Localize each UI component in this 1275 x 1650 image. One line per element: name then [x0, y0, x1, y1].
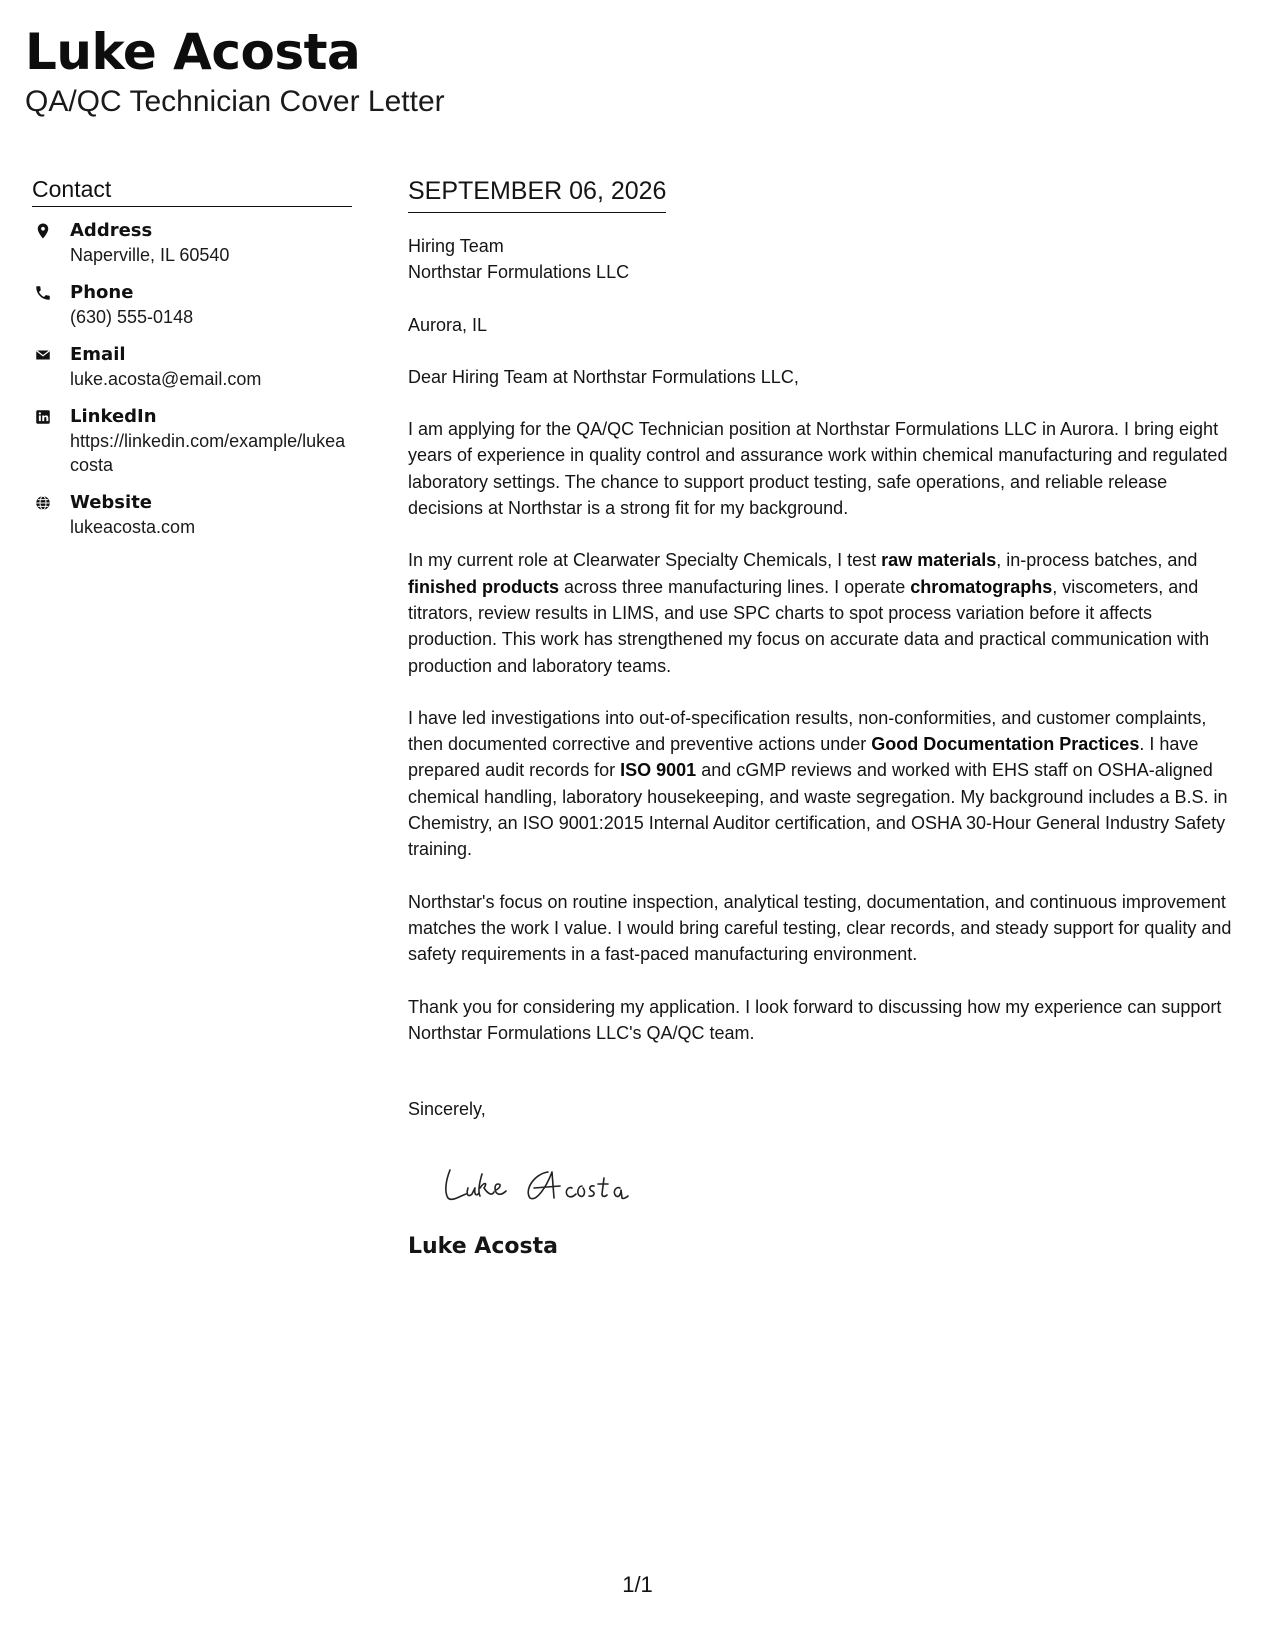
paragraph-text: I am applying for the QA/QC Technician position at Northstar Formulations LLC in Aurora. I bring eight years of experience in quality control and assurance work within chemical manufacturing and regulated laboratory settings. The chance to support product testing, safe operations, and reliable release decisions at Northstar is a strong fit for my background. [408, 419, 1228, 519]
contact-heading: Contact [32, 174, 352, 207]
location-pin-icon [32, 220, 54, 242]
salutation: Dear Hiring Team at Northstar Formulations LLC, [408, 366, 799, 387]
letter-paragraph [408, 994, 1243, 1047]
emphasized-text: chromatographs [910, 576, 1053, 597]
paragraph-text: I have led investigations into out-of-specification results, non-conformities, and customer complaints, then documented corrective and preventive actions under [408, 707, 1207, 755]
phone-value[interactable]: (630) 555-0148 [70, 307, 194, 327]
closing: Sincerely, [408, 1099, 486, 1120]
document-subtitle: QA/QC Technician Cover Letter [25, 85, 445, 118]
contact-item-website [32, 491, 352, 539]
letter-body [408, 174, 1243, 1261]
contact-label: Address [70, 220, 153, 241]
signed-name: Luke Acosta [408, 1234, 558, 1260]
letter-paragraphs [408, 416, 1243, 1046]
address-value: Naperville, IL 60540 [70, 245, 230, 265]
envelope-icon [32, 344, 54, 366]
letter-paragraph [408, 705, 1243, 863]
letter-date: SEPTEMBER 06, 2026 [408, 174, 666, 213]
letter-paragraph [408, 889, 1243, 968]
globe-icon [32, 492, 54, 514]
header [25, 20, 445, 120]
recipient-line-1: Hiring Team [408, 236, 504, 256]
phone-icon [32, 282, 54, 304]
contact-item-address [32, 219, 352, 267]
contact-label: Phone [70, 282, 134, 303]
emphasized-text: finished products [408, 576, 560, 597]
contact-item-email [32, 343, 352, 391]
emphasized-text: raw materials [881, 550, 997, 571]
emphasized-text: Good Documentation Practices [871, 734, 1140, 755]
contact-label: Website [70, 492, 153, 513]
linkedin-link[interactable]: https://linkedin.com/example/lukeacosta [70, 431, 346, 475]
page-indicator: 1/1 [622, 1572, 653, 1597]
linkedin-icon [32, 406, 54, 428]
applicant-name: Luke Acosta [25, 23, 361, 81]
recipient-company: Northstar Formulations LLC [408, 262, 630, 283]
paragraph-text: Thank you for considering my application. I look forward to discussing how my experience can support Northstar Formulations LLC's QA/QC team. [408, 996, 1222, 1043]
paragraph-text: across three manufacturing lines. I operate [559, 576, 911, 597]
contact-item-linkedin [32, 405, 352, 477]
contact-sidebar [32, 174, 352, 553]
emphasized-text: ISO 9001 [620, 760, 697, 781]
contact-item-phone [32, 281, 352, 329]
recipient-location: Aurora, IL [408, 314, 488, 335]
signature-image [438, 1150, 1243, 1212]
paragraph-text: and cGMP reviews and worked with EHS staff on OSHA-aligned chemical handling, laboratory housekeeping, and waste segregation. My background includes a B.S. in Chemistry, an ISO 9001:2015 Internal Auditor certification, and OSHA 30-Hour General Industry Safety training. [408, 760, 1228, 860]
paragraph-text: In my current role at Clearwater Specialty Chemicals, I test [408, 550, 882, 571]
email-value[interactable]: luke.acosta@email.com [70, 369, 262, 389]
contact-label: LinkedIn [70, 406, 157, 427]
letter-paragraph [408, 547, 1243, 678]
paragraph-text: . I have prepared audit records for [408, 734, 1199, 781]
website-link[interactable]: lukeacosta.com [70, 517, 196, 537]
paragraph-text: , viscometers, and titrators, review results in LIMS, and use SPC charts to spot process variation before it affects production. This work has strengthened my focus on accurate data and practical communication with production and laboratory teams. [408, 576, 1210, 676]
paragraph-text: , in-process batches, and [996, 550, 1198, 571]
letter-paragraph [408, 416, 1243, 521]
contact-label: Email [70, 344, 126, 365]
paragraph-text: Northstar's focus on routine inspection, analytical testing, documentation, and continuous improvement matches the work I value. I would bring careful testing, clear records, and steady support for quality and safety requirements in a fast-paced manufacturing environment. [408, 891, 1232, 965]
